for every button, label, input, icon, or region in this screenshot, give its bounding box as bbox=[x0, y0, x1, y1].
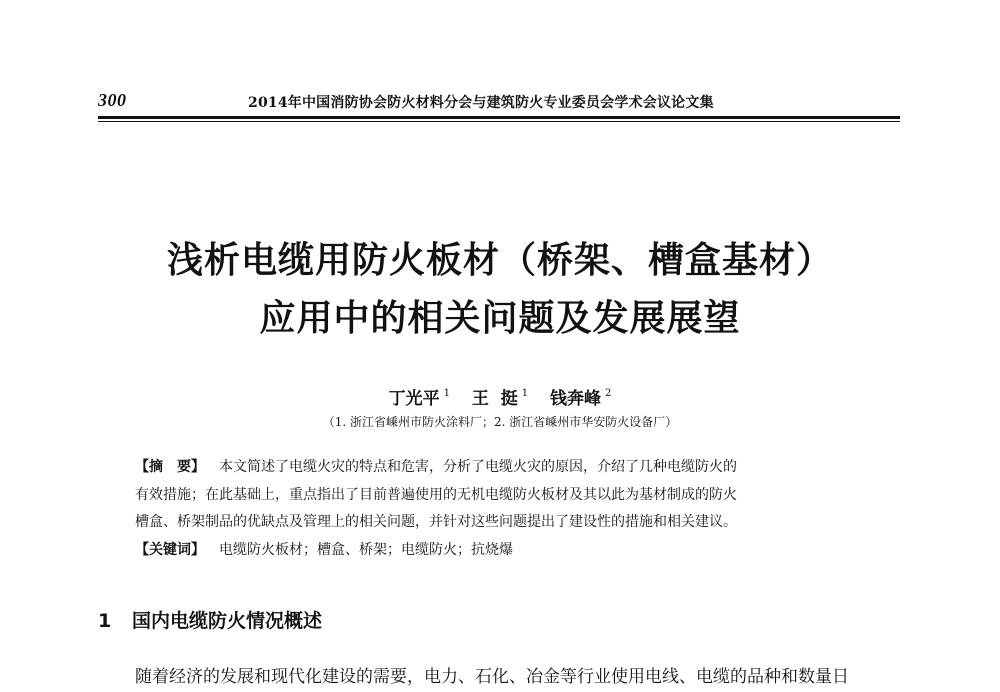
body-paragraph: 随着经济的发展和现代化建设的需要，电力、石化、冶金等行业使用电线、电缆的品种和数量日 bbox=[135, 667, 849, 687]
page-number: 300 bbox=[98, 90, 127, 110]
running-title: 2014年中国消防协会防火材料分会与建筑防火专业委员会学术会议论文集 bbox=[248, 95, 714, 111]
section-number: 1 bbox=[98, 610, 112, 632]
affiliation: （1. 浙江省嵊州市防火涂料厂；2. 浙江省嵊州市华安防火设备厂） bbox=[322, 415, 678, 429]
keywords bbox=[135, 537, 875, 565]
header-rule-thin bbox=[98, 121, 900, 122]
abstract-label: 【摘 要】 bbox=[135, 459, 205, 475]
author-affiliation-mark: 1 bbox=[443, 388, 450, 399]
paper-title-line-2: 应用中的相关问题及发展展望 bbox=[259, 298, 741, 339]
author bbox=[472, 389, 528, 409]
section-heading bbox=[98, 606, 322, 633]
keywords-text: 电缆防火板材；槽盒、桥架；电缆防火；抗烧爆 bbox=[219, 541, 513, 558]
abstract-text: 本文简述了电缆火灾的特点和危害，分析了电缆火灾的原因，介绍了几种电缆防火的 bbox=[219, 459, 737, 475]
author-name: 丁光平 bbox=[388, 389, 440, 409]
author bbox=[389, 389, 450, 409]
abstract-line: 有效措施；在此基础上，重点指出了目前普遍使用的无机电缆防火板材及其以此为基材制成的防火 bbox=[135, 486, 737, 503]
author-affiliation-mark: 2 bbox=[605, 388, 612, 399]
running-header bbox=[98, 88, 900, 114]
author-name: 王 挺 bbox=[471, 389, 518, 409]
header-rule-thick bbox=[98, 116, 900, 119]
abstract-line bbox=[135, 454, 875, 482]
abstract-line: 槽盒、桥架制品的优缺点及管理上的相关问题，并针对这些问题提出了建设性的措施和相关建议。 bbox=[135, 514, 737, 530]
paper-title-line-1: 浅析电缆用防火板材（桥架、槽盒基材） bbox=[166, 240, 833, 281]
author bbox=[550, 389, 611, 409]
author-name: 钱奔峰 bbox=[550, 389, 602, 409]
keywords-label: 【关键词】 bbox=[135, 541, 205, 558]
author-list bbox=[100, 384, 900, 409]
section-title: 国内电缆防火情况概述 bbox=[132, 610, 323, 632]
abstract bbox=[135, 454, 875, 564]
author-affiliation-mark: 1 bbox=[521, 388, 529, 399]
